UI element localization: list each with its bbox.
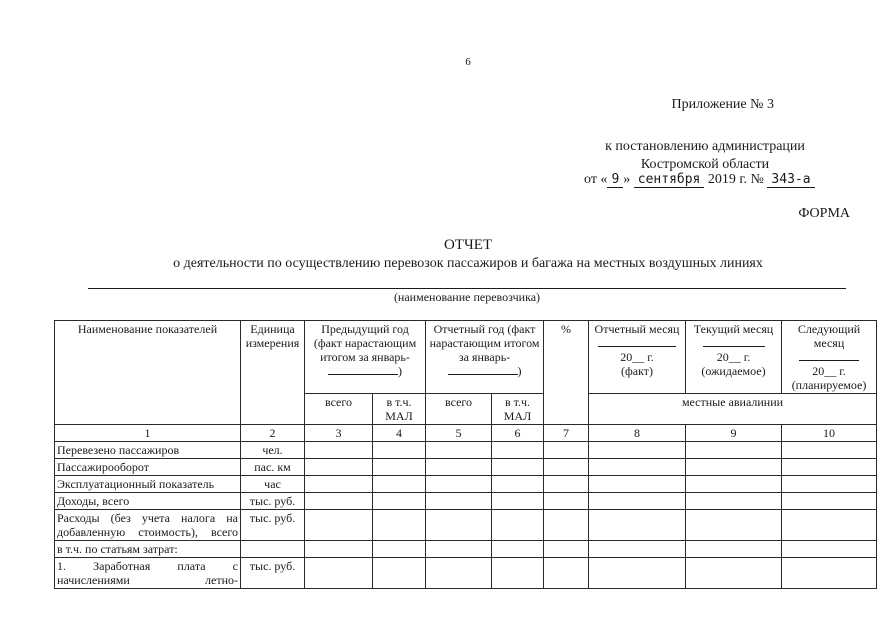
data-cell[interactable] — [589, 541, 686, 558]
appendix-label: Приложение № 3 — [671, 97, 774, 112]
next-month-title: Следующий месяц — [797, 322, 861, 350]
column-number: 10 — [782, 425, 877, 442]
data-cell[interactable] — [544, 558, 589, 589]
report-month-year: 20__ г. — [620, 350, 654, 364]
row-name: Эксплуатационный показатель — [55, 476, 241, 493]
data-cell[interactable] — [373, 510, 426, 541]
data-cell[interactable] — [373, 476, 426, 493]
blank-line — [799, 351, 859, 361]
table-row — [55, 459, 877, 476]
row-unit: пас. км — [241, 459, 305, 476]
data-cell[interactable] — [686, 459, 782, 476]
row-name: Доходы, всего — [55, 493, 241, 510]
data-cell[interactable] — [686, 558, 782, 589]
blank-line — [328, 365, 398, 375]
blank-line — [598, 337, 676, 347]
data-cell[interactable] — [686, 541, 782, 558]
data-cell[interactable] — [305, 510, 373, 541]
date-day: 9 — [607, 172, 623, 188]
data-cell[interactable] — [686, 476, 782, 493]
header-next-month — [782, 321, 877, 394]
data-cell[interactable] — [589, 442, 686, 459]
data-cell[interactable] — [373, 442, 426, 459]
decree-line-1: к постановлению администрации — [605, 139, 805, 154]
data-cell[interactable] — [589, 510, 686, 541]
page-number: 6 — [465, 56, 471, 68]
report-title: ОТЧЕТ — [443, 237, 493, 253]
data-cell[interactable] — [426, 459, 492, 476]
header-percent: % — [544, 321, 589, 425]
data-cell[interactable] — [305, 476, 373, 493]
data-cell[interactable] — [373, 493, 426, 510]
row-unit: тыс. руб. — [241, 493, 305, 510]
next-month-note: (планируемое) — [791, 378, 867, 392]
data-cell[interactable] — [544, 493, 589, 510]
header-previous-year — [305, 321, 426, 394]
data-cell[interactable] — [426, 510, 492, 541]
carrier-name-line — [88, 288, 846, 289]
report-month-title: Отчетный месяц — [594, 322, 680, 336]
current-month-year: 20__ г. — [716, 350, 751, 364]
data-cell[interactable] — [782, 541, 877, 558]
data-cell[interactable] — [782, 459, 877, 476]
column-number-row — [55, 425, 877, 442]
next-month-year: 20__ г. — [812, 364, 846, 378]
column-number: 7 — [544, 425, 589, 442]
table-row — [55, 476, 877, 493]
data-cell[interactable] — [305, 541, 373, 558]
data-cell[interactable] — [589, 493, 686, 510]
data-cell[interactable] — [426, 442, 492, 459]
data-cell[interactable] — [544, 476, 589, 493]
data-cell[interactable] — [544, 459, 589, 476]
carrier-caption: (наименование перевозчика) — [393, 290, 541, 304]
data-cell[interactable] — [686, 493, 782, 510]
header-prev-total: всего — [305, 394, 373, 425]
decree-date — [584, 172, 815, 188]
data-cell[interactable] — [373, 459, 426, 476]
current-month-note: (ожидаемое) — [701, 364, 766, 378]
header-unit: Единица измерения — [241, 321, 305, 425]
header-report-month — [589, 321, 686, 394]
row-unit: час — [241, 476, 305, 493]
column-number: 5 — [426, 425, 492, 442]
form-label: ФОРМА — [798, 206, 850, 221]
date-prefix: от « — [584, 172, 608, 187]
data-cell[interactable] — [305, 493, 373, 510]
header-previous-year-text: Предыдущий год (факт нарастающим итогом за январь- — [313, 322, 417, 364]
decree-number: 343-а — [767, 172, 814, 188]
decree-line-2: Костромской области — [640, 157, 770, 172]
table-row — [55, 493, 877, 510]
column-number: 2 — [241, 425, 305, 442]
data-cell[interactable] — [305, 558, 373, 589]
data-cell[interactable] — [305, 442, 373, 459]
header-report-total: всего — [426, 394, 492, 425]
data-cell[interactable] — [544, 510, 589, 541]
table-row — [55, 442, 877, 459]
row-name: Перевезено пассажиров — [55, 442, 241, 459]
data-cell[interactable] — [426, 493, 492, 510]
header-local-airlines: местные авиалинии — [589, 394, 877, 425]
row-name: 1. Заработная плата с начислениями летно- — [55, 558, 241, 589]
table-row — [55, 558, 877, 589]
header-report-mal: в т.ч. МАЛ — [492, 394, 544, 425]
column-number: 9 — [686, 425, 782, 442]
header-prev-mal: в т.ч. МАЛ — [373, 394, 426, 425]
data-cell[interactable] — [492, 476, 544, 493]
header-report-year-text: Отчетный год (факт нарастающим итогом за январь- — [429, 322, 540, 364]
date-month: сентября — [634, 172, 705, 188]
data-cell[interactable] — [426, 558, 492, 589]
report-table — [54, 320, 877, 589]
report-subtitle: о деятельности по осуществлению перевозок пассажиров и багажа на местных воздушных линиях — [173, 256, 763, 271]
data-cell[interactable] — [426, 541, 492, 558]
data-cell[interactable] — [492, 541, 544, 558]
data-cell[interactable] — [782, 558, 877, 589]
column-number: 4 — [373, 425, 426, 442]
data-cell[interactable] — [492, 459, 544, 476]
decree-reference — [560, 138, 850, 174]
report-month-note: (факт) — [621, 364, 654, 378]
data-cell[interactable] — [782, 493, 877, 510]
column-number: 8 — [589, 425, 686, 442]
data-cell[interactable] — [373, 558, 426, 589]
data-cell[interactable] — [492, 558, 544, 589]
data-cell[interactable] — [589, 558, 686, 589]
data-cell[interactable] — [686, 442, 782, 459]
data-cell[interactable] — [544, 541, 589, 558]
row-unit — [241, 541, 305, 558]
data-cell[interactable] — [686, 510, 782, 541]
data-cell[interactable] — [492, 510, 544, 541]
data-cell[interactable] — [373, 541, 426, 558]
data-cell[interactable] — [589, 476, 686, 493]
data-cell[interactable] — [782, 510, 877, 541]
data-cell[interactable] — [492, 442, 544, 459]
current-month-title: Текущий месяц — [693, 322, 774, 336]
data-cell[interactable] — [492, 493, 544, 510]
row-name: в т.ч. по статьям затрат: — [55, 541, 241, 558]
table-row — [55, 541, 877, 558]
row-unit: чел. — [241, 442, 305, 459]
header-previous-year-close: ) — [398, 364, 402, 378]
row-name: Расходы (без учета налога на добавленную стоимость), всего — [55, 510, 241, 541]
header-report-year — [426, 321, 544, 394]
header-indicator: Наименование показателей — [55, 321, 241, 425]
table-row — [55, 510, 877, 541]
row-name: Пассажирооборот — [55, 459, 241, 476]
row-unit: тыс. руб. — [241, 510, 305, 541]
blank-line — [448, 365, 518, 375]
header-current-month — [686, 321, 782, 394]
data-cell[interactable] — [782, 442, 877, 459]
column-number: 6 — [492, 425, 544, 442]
date-mid: » — [623, 172, 631, 187]
header-report-year-close: ) — [517, 364, 522, 378]
data-cell[interactable] — [426, 476, 492, 493]
data-cell[interactable] — [589, 459, 686, 476]
data-cell[interactable] — [782, 476, 877, 493]
column-number: 3 — [305, 425, 373, 442]
data-cell[interactable] — [544, 442, 589, 459]
data-cell[interactable] — [305, 459, 373, 476]
row-unit: тыс. руб. — [241, 558, 305, 589]
column-number: 1 — [55, 425, 241, 442]
blank-line — [703, 337, 765, 347]
date-year: 2019 г. № — [707, 172, 764, 187]
